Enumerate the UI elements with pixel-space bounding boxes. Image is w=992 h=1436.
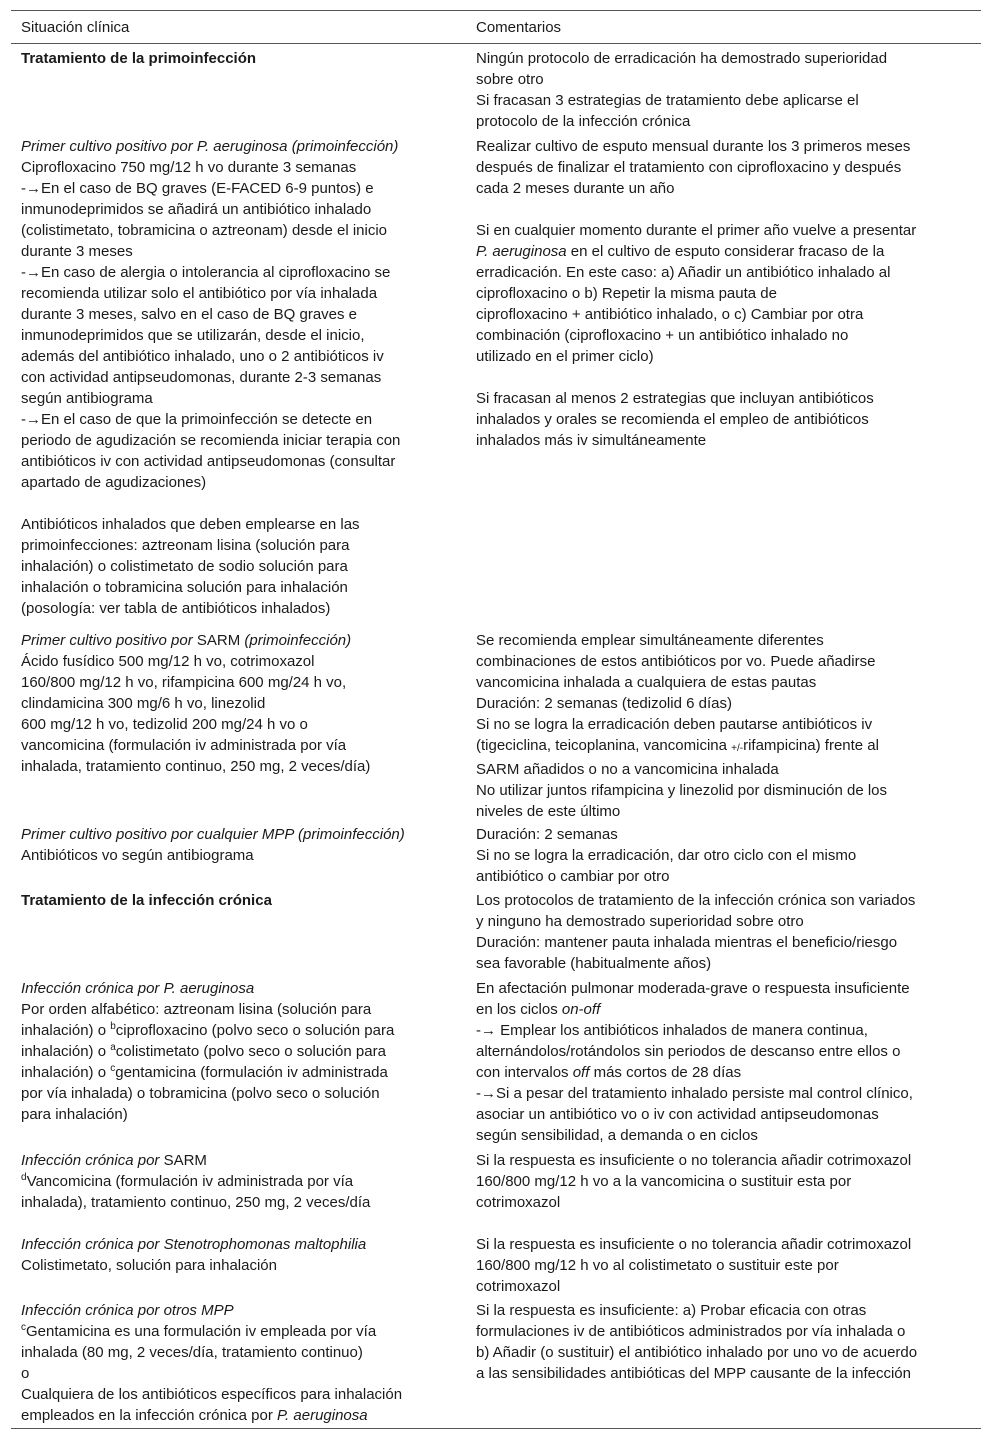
text-fragment: En afectación pulmonar moderada-grave o respuesta insuficiente — [476, 980, 910, 997]
text-fragment — [476, 1062, 981, 1083]
text-fragment — [21, 1020, 466, 1041]
text-fragment: Vancomicina (formulación iv administrada por vía — [26, 1173, 354, 1190]
list — [466, 46, 981, 132]
list-line: Colistimetato, solución para inhalación — [21, 1257, 277, 1274]
list-line: primoinfecciones: aztreonam lisina (solución para — [21, 537, 350, 554]
list-line: Los protocolos de tratamiento de la infección crónica son variados — [476, 892, 916, 909]
text-fragment — [21, 1321, 466, 1342]
list-line: vancomicina inhalada a cualquiera de estas pautas — [476, 674, 817, 691]
table-row — [11, 1298, 981, 1428]
list-line: (posología: ver tabla de antibióticos inhalados) — [21, 600, 331, 617]
table-row — [11, 822, 981, 888]
header-situacion: Situación clínica — [21, 18, 130, 36]
list-line: con actividad antipseudomonas, durante 2-3 semanas — [21, 369, 382, 386]
list-line: cotrimoxazol — [476, 1194, 561, 1211]
list-line: Si la respuesta es insuficiente o no tolerancia añadir cotrimoxazol — [476, 1152, 912, 1169]
header-comentarios: Comentarios — [476, 18, 562, 36]
list-line: inhalación) o colistimetato de sodio solución para — [21, 558, 348, 575]
list-line: Antibióticos vo según antibiograma — [21, 847, 254, 864]
text-fragment: off — [572, 1064, 590, 1081]
text-fragment — [21, 1041, 466, 1062]
list-line: erradicación. En este caso: a) Añadir un antibiótico inhalado al — [476, 264, 891, 281]
list-line: Realizar cultivo de esputo mensual durante los 3 primeros meses — [476, 138, 911, 155]
list-line: antibiótico o cambiar por otro — [476, 868, 670, 885]
list-line: periodo de agudización se recomienda iniciar terapia con — [21, 432, 401, 449]
list-line: Si la respuesta es insuficiente o no tolerancia añadir cotrimoxazol — [476, 1236, 912, 1253]
row-heading: Primer cultivo positivo por P. aeruginosa (primoinfección) — [21, 138, 399, 155]
list-line: clindamicina 300 mg/6 h vo, linezolid — [21, 695, 266, 712]
text-fragment: ciprofloxacino (polvo seco o solución para — [115, 1022, 395, 1039]
list-line: Si no se logra la erradicación deben pautarse antibióticos iv — [476, 716, 873, 733]
list-line: 600 mg/12 h vo, tedizolid 200 mg/24 h vo o — [21, 716, 308, 733]
list-line: SARM añadidos o no a vancomicina inhalada — [476, 761, 779, 778]
list-line: a las sensibilidades antibióticas del MPP causante de la infección — [476, 1365, 911, 1382]
text-fragment: para inhalación) — [21, 1106, 128, 1123]
text-fragment: SARM — [192, 632, 245, 649]
list-line: combinación (ciprofloxacino + un antibiótico inhalado no — [476, 327, 849, 344]
list-line: cotrimoxazol — [476, 1278, 561, 1295]
list-line: protocolo de la infección crónica — [476, 113, 691, 130]
list-line: Duración: mantener pauta inhalada mientras el beneficio/riesgo — [476, 934, 898, 951]
text-fragment — [21, 824, 466, 845]
text-fragment: SARM — [159, 1152, 207, 1169]
text-fragment — [21, 1234, 466, 1255]
text-fragment: inhalación) o — [21, 1064, 111, 1081]
table-row — [11, 134, 981, 628]
text-fragment: c — [110, 1063, 116, 1074]
list-line: niveles de este último — [476, 803, 621, 820]
list-line: Duración: 2 semanas (tedizolid 6 días) — [476, 695, 732, 712]
list-line: ciprofloxacino o b) Repetir la misma pauta de — [476, 285, 777, 302]
row-heading: Infección crónica por Stenotrophomonas maltophilia — [21, 1236, 367, 1253]
text-fragment: colistimetato (polvo seco o solución para — [115, 1043, 386, 1060]
list-line: vancomicina (formulación iv administrada por vía — [21, 737, 347, 754]
text-fragment: c — [21, 1322, 26, 1333]
row-heading: Primer cultivo positivo por cualquier MPP (primoinfección) — [21, 826, 405, 843]
text-fragment: alternándolos/rotándolos sin periodos de descanso entre ellos o — [476, 1043, 901, 1060]
text-fragment: gentamicina (formulación iv administrada — [115, 1064, 388, 1081]
row-heading: Infección crónica por otros MPP — [21, 1302, 234, 1319]
text-fragment: (primoinfección) — [244, 632, 352, 649]
list-line: según sensibilidad, a demanda o en ciclos — [476, 1127, 758, 1144]
text-fragment: -→ Emplear los antibióticos inhalados de manera continua, — [476, 1022, 868, 1039]
list-line: b) Añadir (o sustituir) el antibiótico inhalado por uno vo de acuerdo — [476, 1344, 918, 1361]
list-line: inmunodeprimidos que se utilizarán, desde el inicio, — [21, 327, 365, 344]
list-line: asociar un antibiótico vo o iv con actividad antipseudomonas — [476, 1106, 879, 1123]
list-line: inmunodeprimidos se añadirá un antibiótico inhalado — [21, 201, 372, 218]
list-line: sea favorable (habitualmente años) — [476, 955, 712, 972]
list-line: Si en cualquier momento durante el primer año vuelve a presentar — [476, 222, 917, 239]
text-fragment — [21, 1062, 466, 1083]
text-fragment: inhalación) o — [21, 1022, 111, 1039]
list-line: después de finalizar el tratamiento con ciprofloxacino y después — [476, 159, 902, 176]
table-row — [11, 44, 981, 134]
text-fragment — [21, 978, 466, 999]
row-heading — [21, 630, 466, 651]
list-line: formulaciones iv de antibióticos administrados por vía inhalada o — [476, 1323, 906, 1340]
list-line — [476, 241, 981, 262]
text-fragment: Cualquiera de los antibióticos específicos para inhalación — [21, 1386, 403, 1403]
text-fragment: Infección crónica por — [21, 1152, 160, 1169]
table-row — [11, 888, 981, 976]
text-fragment: en el cultivo de esputo considerar fracaso de la — [566, 243, 885, 260]
text-fragment: inhalada (80 mg, 2 veces/día, tratamiento continuo) — [21, 1344, 363, 1361]
text-fragment: más cortos de 28 días — [589, 1064, 742, 1081]
text-fragment — [21, 1300, 466, 1321]
list-line: -→Si a pesar del tratamiento inhalado persiste mal control clínico, — [476, 1085, 913, 1102]
list-line: 160/800 mg/12 h vo al colistimetato o sustituir este por — [476, 1257, 839, 1274]
table-row — [11, 1148, 981, 1232]
table-row — [11, 1232, 981, 1298]
list-line: -→En el caso de BQ graves (E-FACED 6-9 puntos) e — [21, 180, 374, 197]
table-row — [11, 628, 981, 822]
text-fragment: en los ciclos — [476, 1001, 562, 1018]
list-line: -→En caso de alergia o intolerancia al ciprofloxacino se — [21, 264, 391, 281]
text-fragment: inhalación) o — [21, 1043, 111, 1060]
text-fragment: P. aeruginosa — [276, 1407, 368, 1424]
list-line: Ningún protocolo de erradicación ha demostrado superioridad — [476, 50, 888, 67]
list-line: cada 2 meses durante un año — [476, 180, 675, 197]
list-line: Si fracasan 3 estrategias de tratamiento debe aplicarse el — [476, 92, 859, 109]
list-line: sobre otro — [476, 71, 544, 88]
list-line: apartado de agudizaciones) — [21, 474, 207, 491]
list-line: No utilizar juntos rifampicina y linezolid por disminución de los — [476, 782, 888, 799]
list-line: Se recomienda emplear simultáneamente diferentes — [476, 632, 824, 649]
list-line: Duración: 2 semanas — [476, 826, 618, 843]
table-row — [11, 976, 981, 1148]
text-fragment: +/- — [731, 743, 744, 754]
text-fragment: (tigeciclina, teicoplanina, vancomicina — [476, 737, 732, 754]
list-line: Si no se logra la erradicación, dar otro ciclo con el mismo — [476, 847, 857, 864]
text-fragment: b — [110, 1021, 116, 1032]
text-fragment — [21, 1405, 466, 1426]
list-line: antibióticos iv con actividad antipseudomonas (consultar — [21, 453, 396, 470]
list-line: 160/800 mg/12 h vo a la vancomicina o sustituir esta por — [476, 1173, 852, 1190]
text-fragment: por vía inhalada) o tobramicina (polvo seco o solución — [21, 1085, 380, 1102]
row-heading: Infección crónica por P. aeruginosa — [21, 980, 255, 997]
list-line: (colistimetato, tobramicina o aztreonam) desde el inicio — [21, 222, 387, 239]
list-line: durante 3 meses, salvo en el caso de BQ graves e — [21, 306, 358, 323]
list-line: además del antibiótico inhalado, uno o 2 antibióticos iv — [21, 348, 384, 365]
list-line: ciprofloxacino + antibiótico inhalado, o c) Cambiar por otra — [476, 306, 864, 323]
text-fragment: Primer cultivo positivo por — [21, 632, 193, 649]
table-header — [11, 11, 981, 44]
text-fragment: Gentamicina es una formulación iv empleada por vía — [26, 1323, 377, 1340]
row-heading — [21, 1150, 466, 1171]
text-fragment: P. aeruginosa — [476, 243, 567, 260]
text-fragment: empleados en la infección crónica por — [21, 1407, 277, 1424]
text-fragment — [21, 1171, 466, 1192]
list-line: 160/800 mg/12 h vo, rifampicina 600 mg/24 h vo, — [21, 674, 347, 691]
list-line: Si fracasan al menos 2 estrategias que incluyan antibióticos — [476, 390, 874, 407]
section-title: Tratamiento de la primoinfección — [21, 50, 257, 67]
text-fragment — [21, 136, 466, 157]
list-line: inhalada, tratamiento continuo, 250 mg, 2 veces/día) — [21, 758, 371, 775]
list-line: Ácido fusídico 500 mg/12 h vo, cotrimoxazol — [21, 653, 315, 670]
list-line: Si la respuesta es insuficiente: a) Probar eficacia con otras — [476, 1302, 867, 1319]
list-line: durante 3 meses — [21, 243, 133, 260]
section-title: Tratamiento de la infección crónica — [21, 892, 272, 909]
list-line: combinaciones de estos antibióticos por vo. Puede añadirse — [476, 653, 876, 670]
list-line: Antibióticos inhalados que deben emplearse en las — [21, 516, 360, 533]
list-line — [476, 735, 981, 759]
list-line: Ciprofloxacino 750 mg/12 h vo durante 3 semanas — [21, 159, 357, 176]
text-fragment: rifampicina) frente al — [743, 737, 879, 754]
list-line: según antibiograma — [21, 390, 153, 407]
text-fragment: con intervalos — [476, 1064, 573, 1081]
list-line: -→En el caso de que la primoinfección se detecte en — [21, 411, 373, 428]
text-fragment: Por orden alfabético: aztreonam lisina (solución para — [21, 1001, 372, 1018]
list-line: inhalación o tobramicina solución para inhalación — [21, 579, 348, 596]
text-fragment: on-off — [561, 1001, 601, 1018]
list-line: inhalados y orales se recomienda el empleo de antibióticos — [476, 411, 869, 428]
text-fragment: a — [110, 1042, 116, 1053]
list-line: y ninguno ha demostrado superioridad sobre otro — [476, 913, 804, 930]
text-fragment — [476, 999, 981, 1020]
list-line: recomienda utilizar solo el antibiótico por vía inhalada — [21, 285, 378, 302]
text-fragment: d — [21, 1172, 27, 1183]
list-line: inhalados más iv simultáneamente — [476, 432, 707, 449]
text-fragment: o — [21, 1365, 30, 1382]
text-fragment: inhalada), tratamiento continuo, 250 mg, 2 veces/día — [21, 1194, 371, 1211]
list-line: utilizado en el primer ciclo) — [476, 348, 654, 365]
treatment-table — [11, 10, 981, 1429]
